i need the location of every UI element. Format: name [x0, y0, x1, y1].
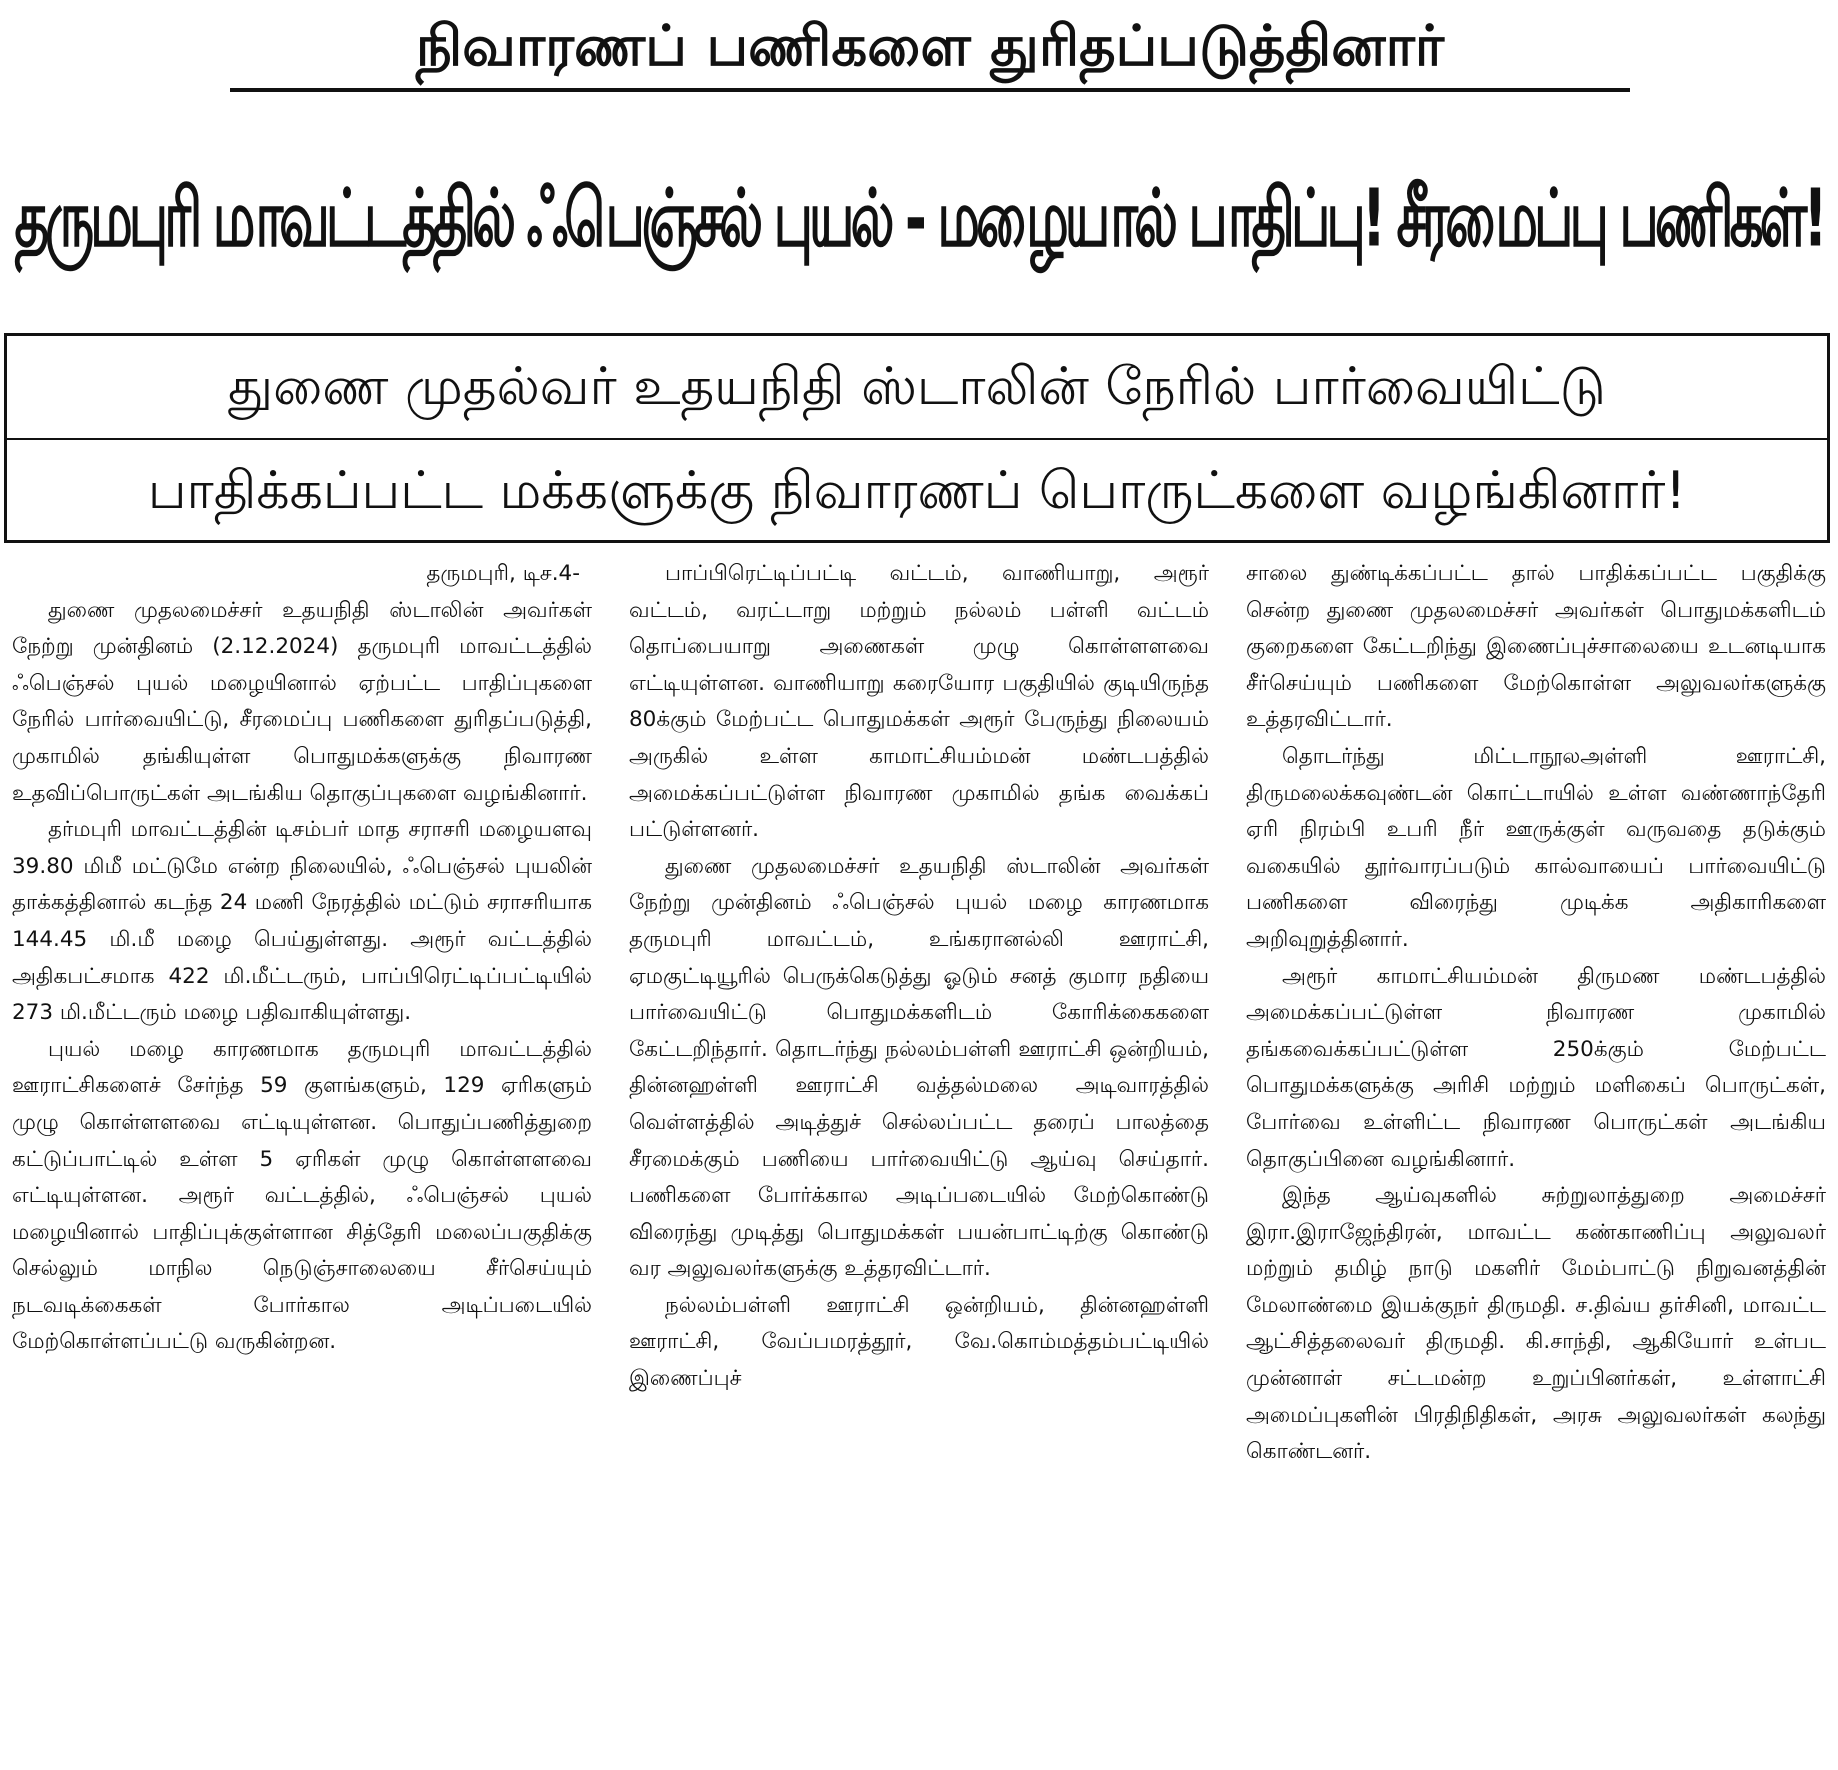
paragraph: புயல் மழை காரணமாக தருமபுரி மாவட்டத்தில் ஊராட்சிகளைச் சேர்ந்த 59 குளங்களும், 129 ஏரிகளும் முழு கொள்ளளவை எட்டியுள்ளன. பொதுப்பணித்துறை கட்டுப்பாட்டில் உள்ள 5 ஏரிகள் முழு கொள்ளளவை எட்டியுள்ளன. அரூர் வட்டத்தில், ஃபெஞ்சல் புயல் மழையினால் பாதிப்புக்குள்ளான சித்தேரி மலைப்பகுதிக்கு செல்லும் மாநில நெடுஞ்சாலையை சீர்செய்யும் நடவடிக்கைகள் போர்கால அடிப்படையில் மேற்கொள்ளப்பட்டு வருகின்றன.	[12, 1036, 592, 1355]
main-headline: தருமபுரி மாவட்டத்தில் ஃபெஞ்சல் புயல் - மழையால் பாதிப்பு! சீரமைப்பு பணிகள்!	[14, 173, 1824, 265]
subheadline-line-2: பாதிக்கப்பட்ட மக்களுக்கு நிவாரணப் பொருட்களை வழங்கினார்!	[7, 438, 1827, 542]
paragraph: அரூர் காமாட்சியம்மன் திருமண மண்டபத்தில் அமைக்கப்பட்டுள்ள நிவாரண முகாமில் தங்கவைக்கப்பட்டுள்ள 250க்கும் மேற்பட்ட பொதுமக்களுக்கு அரிசி மற்றும் மளிகைப் பொருட்கள், போர்வை உள்ளிட்ட நிவாரண பொருட்கள் அடங்கிய தொகுப்பினை வழங்கினார்.	[1246, 963, 1826, 1172]
paragraph: துணை முதலமைச்சர் உதயநிதி ஸ்டாலின் அவர்கள் நேற்று முன்தினம் ஃபெஞ்சல் புயல் மழை காரணமாக தருமபுரி மாவட்டம், உங்கரானல்லி ஊராட்சி, ஏமகுட்டியூரில் பெருக்கெடுத்து ஓடும் சனத் குமார நதியை பார்வையிட்டு பொதுமக்களிடம் கோரிக்கைகளை கேட்டறிந்தார். தொடர்ந்து நல்லம்பள்ளி ஊராட்சி ஒன்றியம், தின்னஹள்ளி ஊராட்சி வத்தல்மலை அடிவாரத்தில் வெள்ளத்தில் அடித்துச் செல்லப்பட்ட தரைப் பாலத்தை சீரமைக்கும் பணியை பார்வையிட்டு ஆய்வு செய்தார். பணிகளை போர்க்கால அடிப்படையில் மேற்கொண்டு விரைந்து முடித்து பொதுமக்கள் பயன்பாட்டிற்கு கொண்டு வர அலுவலர்களுக்கு உத்தரவிட்டார்.	[629, 853, 1209, 1282]
paragraph: பாப்பிரெட்டிப்பட்டி வட்டம், வாணியாறு, அரூர் வட்டம், வரட்டாறு மற்றும் நல்லம் பள்ளி வட்டம் தொப்பையாறு அணைகள் முழு கொள்ளளவை எட்டியுள்ளன. வாணியாறு கரையோர பகுதியில் குடியிருந்த 80க்கும் மேற்பட்ட பொதுமக்கள் அரூர் பேருந்து நிலையம் அருகில் உள்ள காமாட்சியம்மன் மண்டபத்தில் அமைக்கப்பட்டுள்ள நிவாரண முகாமில் தங்க வைக்கப் பட்டுள்ளனர்.	[629, 561, 1209, 843]
subheadline-box	[4, 333, 1830, 543]
paragraph: தொடர்ந்து மிட்டாநூலஅள்ளி ஊராட்சி, திருமலைக்கவுண்டன் கொட்டாயில் உள்ள வண்ணாந்தேரி ஏரி நிரம்பி உபரி நீர் ஊருக்குள் வருவதை தடுக்கும் வகையில் தூர்வாரப்படும் கால்வாயைப் பார்வையிட்டு பணிகளை விரைந்து முடிக்க அதிகாரிகளை அறிவுறுத்தினார்.	[1246, 743, 1826, 952]
dateline: தருமபுரி, டிச.4-	[426, 561, 580, 586]
paragraph: துணை முதலமைச்சர் உதயநிதி ஸ்டாலின் அவர்கள் நேற்று முன்தினம் (2.12.2024) தருமபுரி மாவட்டத்தில் ஃபெஞ்சல் புயல் மழையினால் ஏற்பட்ட பாதிப்புகளை நேரில் பார்வையிட்டு, சீரமைப்பு பணிகளை துரிதப்படுத்தி, முகாமில் தங்கியுள்ள பொதுமக்களுக்கு நிவாரண உதவிப்பொருட்கள் அடங்கிய தொகுப்புகளை வழங்கினார்.	[12, 597, 592, 806]
article-column-1	[12, 556, 592, 1761]
paragraph: நல்லம்பள்ளி ஊராட்சி ஒன்றியம், தின்னஹள்ளி ஊராட்சி, வேப்பமரத்தூர், வே.கொம்மத்தம்பட்டியில் இணைப்புச்	[629, 1292, 1209, 1392]
kicker-headline: நிவாரணப் பணிகளை துரிதப்படுத்தினார்	[230, 6, 1630, 92]
paragraph: தர்மபுரி மாவட்டத்தின் டிசம்பர் மாத சராசரி மழையளவு 39.80 மிமீ மட்டுமே என்ற நிலையில், ஃபெஞ்சல் புயலின் தாக்கத்தினால் கடந்த 24 மணி நேரத்தில் மட்டும் சராசரியாக 144.45 மி.மீ மழை பெய்துள்ளது. அரூர் வட்டத்தில் அதிகபட்சமாக 422 மி.மீட்டரும், பாப்பிரெட்டிப்பட்டியில் 273 மி.மீட்டரும் மழை பதிவாகியுள்ளது.	[12, 817, 592, 1026]
paragraph: சாலை துண்டிக்கப்பட்ட தால் பாதிக்கப்பட்ட பகுதிக்கு சென்ற துணை முதலமைச்சர் அவர்கள் பொதுமக்களிடம் குறைகளை கேட்டறிந்து இணைப்புச்சாலையை உடனடியாக சீர்செய்யும் பணிகளை மேற்கொள்ள அலுவலர்களுக்கு உத்தரவிட்டார்.	[1246, 561, 1826, 733]
article-column-3	[1246, 556, 1826, 1761]
subheadline-line-1: துணை முதல்வர் உதயநிதி ஸ்டாலின் நேரில் பார்வையிட்டு	[228, 357, 1606, 417]
paragraph: இந்த ஆய்வுகளில் சுற்றுலாத்துறை அமைச்சர் இரா.இராஜேந்திரன், மாவட்ட கண்காணிப்பு அலுவலர் மற்றும் தமிழ் நாடு மகளிர் மேம்பாட்டு நிறுவனத்தின் மேலாண்மை இயக்குநர் திருமதி. ச.திவ்ய தர்சினி, மாவட்ட ஆட்சித்தலைவர் திருமதி. கி.சாந்தி, ஆகியோர் உள்பட முன்னாள் சட்டமன்ற உறுப்பினர்கள், உள்ளாட்சி அமைப்புகளின் பிரதிநிதிகள், அரசு அலுவலர்கள் கலந்து கொண்டனர்.	[1246, 1183, 1826, 1465]
article-column-2	[629, 556, 1209, 1761]
article-body	[12, 556, 1826, 1761]
